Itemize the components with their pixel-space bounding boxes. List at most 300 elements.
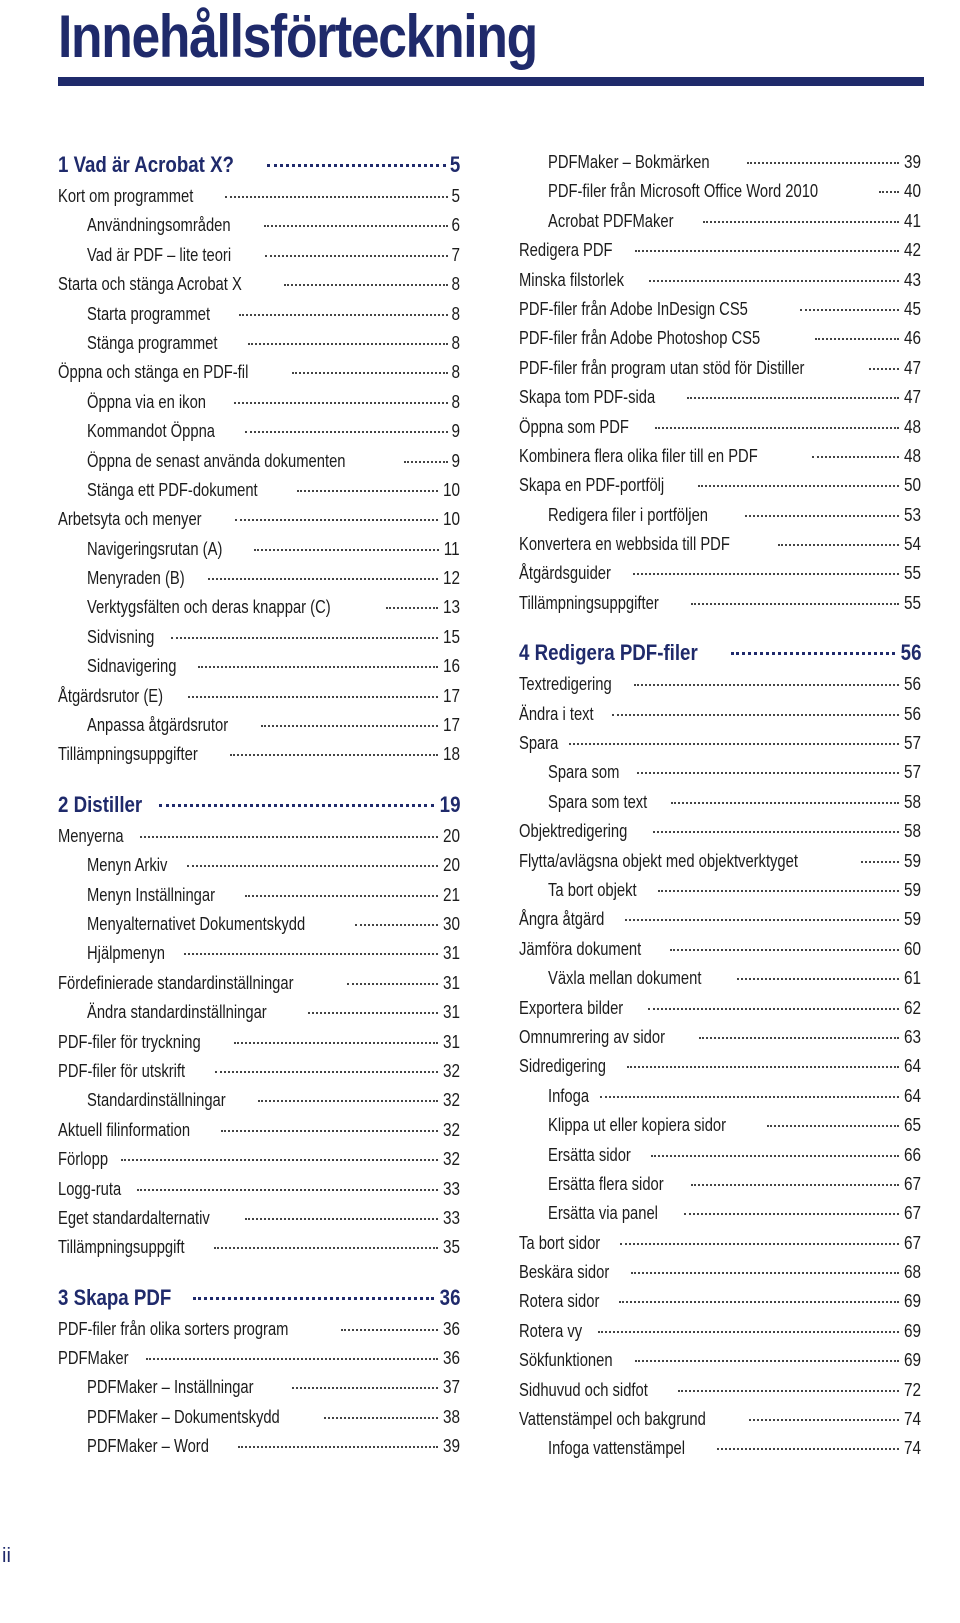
toc-entry[interactable] — [519, 700, 921, 729]
toc-entry[interactable] — [519, 1023, 921, 1052]
toc-entry[interactable] — [519, 1405, 921, 1434]
toc-page-number: 10 — [442, 479, 460, 500]
dot-leader — [230, 754, 438, 756]
toc-label: Verktygsfälten och deras knappar (C) — [87, 597, 331, 618]
toc-entry[interactable] — [58, 1145, 460, 1174]
toc-page-number: 43 — [903, 269, 921, 290]
toc-label: 3 Skapa PDF — [58, 1284, 172, 1310]
dot-leader — [292, 1387, 438, 1389]
dot-leader — [699, 1037, 899, 1039]
toc-label: Stänga ett PDF-dokument — [87, 479, 258, 500]
toc-subentry[interactable] — [519, 177, 921, 206]
toc-chapter[interactable] — [519, 636, 921, 670]
toc-page-number: 67 — [903, 1232, 921, 1253]
toc-label: Menyraden (B) — [87, 568, 185, 589]
toc-entry[interactable] — [58, 740, 460, 769]
toc-page-number: 40 — [903, 181, 921, 202]
dot-leader — [184, 953, 438, 955]
dot-leader — [225, 196, 448, 198]
toc-label: Ändra standardinställningar — [87, 1002, 267, 1023]
toc-label: Textredigering — [519, 674, 612, 695]
toc-page-number: 20 — [442, 825, 460, 846]
section-gap — [519, 618, 921, 636]
dot-leader — [635, 250, 899, 252]
toc-label: Kombinera flera olika filer till en PDF — [519, 445, 758, 466]
toc-page-number: 58 — [903, 821, 921, 842]
toc-label: Vattenstämpel och bakgrund — [519, 1409, 706, 1430]
toc-subentry[interactable] — [519, 501, 921, 530]
toc-entry[interactable] — [58, 1204, 460, 1233]
dot-leader — [140, 836, 438, 838]
dot-leader — [634, 684, 899, 686]
section-gap — [58, 770, 460, 788]
toc-label: Redigera filer i portföljen — [548, 504, 708, 525]
dot-leader — [631, 1272, 899, 1274]
dot-leader — [215, 1071, 438, 1073]
toc-page-number: 72 — [903, 1379, 921, 1400]
dot-leader — [245, 1218, 438, 1220]
toc-entry[interactable] — [58, 1344, 460, 1373]
toc-entry[interactable] — [58, 505, 460, 534]
toc-label: Ersätta flera sidor — [548, 1173, 664, 1194]
toc-label: 1 Vad är Acrobat X? — [58, 152, 234, 177]
toc-page-number: 57 — [903, 762, 921, 783]
toc-page-number: 31 — [442, 1031, 460, 1052]
toc-entry[interactable] — [519, 413, 921, 442]
toc-entry[interactable] — [519, 670, 921, 699]
toc-entry[interactable] — [519, 324, 921, 353]
toc-label: Rotera sidor — [519, 1291, 600, 1312]
dot-leader — [208, 578, 438, 580]
toc-page-number: 17 — [442, 685, 460, 706]
dot-leader — [234, 402, 448, 404]
toc-page-number: 67 — [903, 1203, 921, 1224]
toc-label: Beskära sidor — [519, 1262, 610, 1283]
toc-label: PDFMaker – Inställningar — [87, 1377, 254, 1398]
toc-label: Starta programmet — [87, 303, 211, 324]
toc-page-number: 56 — [900, 640, 921, 666]
toc-label: Omnumrering av sidor — [519, 1026, 666, 1047]
toc-page-number: 32 — [442, 1060, 460, 1081]
toc-label: Ta bort objekt — [548, 879, 637, 900]
dot-leader — [815, 338, 899, 340]
dot-leader — [235, 519, 438, 521]
toc-label: Spara — [519, 733, 559, 754]
toc-label: Acrobat PDFMaker — [548, 210, 674, 231]
dot-leader — [655, 427, 899, 429]
toc-subentry[interactable] — [58, 1403, 460, 1432]
dot-leader — [651, 1155, 899, 1157]
toc-label: PDF-filer från program utan stöd för Distiller — [519, 357, 805, 378]
toc-label: Flytta/avlägsna objekt med objektverktyget — [519, 850, 798, 871]
toc-subentry[interactable] — [58, 652, 460, 681]
toc-entry[interactable] — [58, 822, 460, 851]
dot-leader — [658, 890, 899, 892]
toc-label: PDF-filer från Microsoft Office Word 2010 — [548, 181, 819, 202]
toc-page-number: 45 — [903, 298, 921, 319]
toc-page-number: 74 — [903, 1438, 921, 1459]
toc-page-number: 48 — [903, 416, 921, 437]
toc-page-number: 53 — [903, 504, 921, 525]
toc-subentry[interactable] — [58, 1432, 460, 1461]
dot-leader — [767, 1125, 899, 1127]
dot-leader — [245, 431, 448, 433]
toc-page-number: 54 — [903, 534, 921, 555]
toc-subentry[interactable] — [519, 1111, 921, 1140]
toc-page-number: 59 — [903, 909, 921, 930]
toc-subentry[interactable] — [519, 1434, 921, 1463]
toc-label: Logg-ruta — [58, 1178, 122, 1199]
dot-leader — [691, 1184, 899, 1186]
toc-label: Tillämpningsuppgift — [58, 1237, 185, 1258]
toc-subentry[interactable] — [58, 300, 460, 329]
dot-leader — [633, 573, 899, 575]
toc-page-number: 8 — [451, 303, 460, 324]
dot-leader — [861, 861, 899, 863]
toc-subentry[interactable] — [58, 881, 460, 910]
toc-subentry[interactable] — [519, 1082, 921, 1111]
toc-page-number: 36 — [439, 1284, 460, 1310]
toc-page-number: 31 — [442, 972, 460, 993]
toc-label: Tillämpningsuppgifter — [519, 592, 659, 613]
toc-label: PDF-filer för utskrift — [58, 1060, 186, 1081]
toc-subentry[interactable] — [519, 876, 921, 905]
title-rule — [58, 77, 924, 86]
toc-subentry[interactable] — [58, 998, 460, 1027]
toc-entry[interactable] — [519, 295, 921, 324]
toc-label: Klippa ut eller kopiera sidor — [548, 1115, 727, 1136]
toc-entry[interactable] — [519, 589, 921, 618]
toc-page-number: 35 — [442, 1237, 460, 1258]
toc-label: Öppna via en ikon — [87, 391, 206, 412]
toc-page-number: 10 — [442, 509, 460, 530]
toc-entry[interactable] — [519, 1376, 921, 1405]
dot-leader — [265, 255, 448, 257]
dot-leader — [698, 485, 899, 487]
toc-label: PDFMaker – Dokumentskydd — [87, 1406, 280, 1427]
toc-page-number: 15 — [442, 626, 460, 647]
page-number: ii — [2, 1545, 11, 1567]
toc-subentry[interactable] — [58, 851, 460, 880]
toc-subentry[interactable] — [519, 148, 921, 177]
dot-leader — [671, 802, 899, 804]
toc-page-number: 7 — [451, 244, 460, 265]
toc-label: PDF-filer från Adobe InDesign CS5 — [519, 298, 748, 319]
dot-leader — [649, 280, 899, 282]
toc-page-number: 59 — [903, 879, 921, 900]
dot-leader — [214, 1247, 438, 1249]
toc-entry[interactable] — [58, 1116, 460, 1145]
toc-page-number: 69 — [903, 1291, 921, 1312]
toc-label: Stänga programmet — [87, 332, 218, 353]
toc-page-number: 48 — [903, 445, 921, 466]
toc-subentry[interactable] — [519, 1199, 921, 1228]
toc-page-number: 6 — [451, 215, 460, 236]
toc-page-number: 32 — [442, 1090, 460, 1111]
toc-entry[interactable] — [519, 530, 921, 559]
dot-leader — [187, 865, 438, 867]
toc-subentry[interactable] — [58, 417, 460, 446]
toc-page-number: 67 — [903, 1173, 921, 1194]
toc-page-number: 55 — [903, 563, 921, 584]
toc-page-number: 8 — [451, 274, 460, 295]
dot-leader — [297, 490, 438, 492]
toc-page-number: 19 — [439, 791, 460, 817]
toc-entry[interactable] — [519, 236, 921, 265]
toc-label: Åtgärdsguider — [519, 563, 611, 584]
toc-entry[interactable] — [519, 1258, 921, 1287]
toc-subentry[interactable] — [58, 564, 460, 593]
dot-leader — [612, 714, 899, 716]
dot-leader — [248, 343, 448, 345]
toc-entry[interactable] — [519, 994, 921, 1023]
toc-label: Jämföra dokument — [519, 938, 642, 959]
dot-leader — [193, 1297, 433, 1300]
toc-page-number: 69 — [903, 1320, 921, 1341]
toc-label: Växla mellan dokument — [548, 968, 702, 989]
toc-label: Aktuell filinformation — [58, 1119, 191, 1140]
dot-leader — [569, 743, 899, 745]
toc-page-number: 8 — [451, 391, 460, 412]
toc-entry[interactable] — [519, 817, 921, 846]
toc-page-number: 59 — [903, 850, 921, 871]
dot-leader — [146, 1358, 438, 1360]
toc-label: Ändra i text — [519, 703, 594, 724]
toc-label: Arbetsyta och menyer — [58, 509, 202, 530]
toc-label: PDF-filer från olika sorters program — [58, 1318, 289, 1339]
toc-page-number: 16 — [442, 656, 460, 677]
dot-leader — [341, 1329, 438, 1331]
toc-entry[interactable] — [519, 935, 921, 964]
toc-entry[interactable] — [519, 559, 921, 588]
dot-leader — [198, 666, 438, 668]
toc-page-number: 37 — [442, 1377, 460, 1398]
toc-subentry[interactable] — [58, 711, 460, 740]
toc-label: Sidhuvud och sidfot — [519, 1379, 648, 1400]
toc-entry[interactable] — [519, 905, 921, 934]
dot-leader — [292, 372, 448, 374]
dot-leader — [678, 1390, 899, 1392]
dot-leader — [245, 895, 438, 897]
toc-label: Spara som — [548, 762, 620, 783]
toc-subentry[interactable] — [58, 1086, 460, 1115]
toc-page-number: 39 — [903, 152, 921, 172]
toc-entry[interactable] — [58, 1233, 460, 1262]
toc-subentry[interactable] — [58, 241, 460, 270]
toc-page-number: 5 — [451, 186, 460, 206]
toc-label: Ersätta via panel — [548, 1203, 658, 1224]
toc-label: PDFMaker — [58, 1348, 129, 1369]
toc-chapter[interactable] — [58, 148, 460, 182]
toc-page-number: 8 — [451, 332, 460, 353]
toc-label: PDF-filer från Adobe Photoshop CS5 — [519, 328, 761, 349]
toc-page-number: 20 — [442, 855, 460, 876]
toc-entry[interactable] — [519, 266, 921, 295]
toc-entry[interactable] — [58, 1028, 460, 1057]
dot-leader — [308, 1012, 438, 1014]
dot-leader — [625, 919, 899, 921]
toc-entry[interactable] — [519, 1052, 921, 1081]
toc-label: Ångra åtgärd — [519, 909, 605, 930]
toc-chapter[interactable] — [58, 788, 460, 822]
toc-subentry[interactable] — [519, 964, 921, 993]
toc-entry[interactable] — [58, 969, 460, 998]
dot-leader — [284, 284, 448, 286]
dot-leader — [404, 461, 448, 463]
toc-page-number: 64 — [903, 1056, 921, 1077]
toc-page-number: 66 — [903, 1144, 921, 1165]
toc-subentry[interactable] — [58, 1373, 460, 1402]
toc-subentry[interactable] — [58, 211, 460, 240]
toc-subentry[interactable] — [58, 535, 460, 564]
toc-page-number: 32 — [442, 1119, 460, 1140]
dot-leader — [171, 637, 438, 639]
toc-page-number: 11 — [444, 538, 460, 559]
toc-label: Infoga — [548, 1085, 590, 1106]
toc-page-number: 8 — [451, 362, 460, 383]
toc-entry[interactable] — [58, 1175, 460, 1204]
toc-page-number: 31 — [442, 943, 460, 964]
dot-leader — [731, 652, 894, 655]
toc-label: Skapa en PDF-portfölj — [519, 475, 665, 496]
toc-page-number: 32 — [442, 1149, 460, 1170]
toc-page-number: 33 — [442, 1178, 460, 1199]
toc-subentry[interactable] — [58, 623, 460, 652]
toc-entry[interactable] — [58, 358, 460, 387]
toc-page-number: 42 — [903, 240, 921, 261]
toc-label: Öppna som PDF — [519, 416, 629, 437]
toc-entry[interactable] — [58, 682, 460, 711]
toc-label: Skapa tom PDF-sida — [519, 387, 656, 408]
toc-subentry[interactable] — [519, 1170, 921, 1199]
toc-label: PDFMaker – Word — [87, 1436, 209, 1457]
dot-leader — [637, 772, 899, 774]
dot-leader — [800, 309, 899, 311]
toc-page-number: 69 — [903, 1350, 921, 1371]
toc-label: Öppna och stänga en PDF-fil — [58, 362, 249, 383]
dot-leader — [221, 1130, 438, 1132]
toc-entry[interactable] — [519, 1346, 921, 1375]
page-title: Innehållsförteckning — [58, 3, 537, 70]
toc-entry[interactable] — [519, 354, 921, 383]
toc-page-number: 62 — [903, 997, 921, 1018]
toc-label: Kort om programmet — [58, 186, 194, 206]
toc-page-number: 60 — [903, 938, 921, 959]
toc-page-number: 56 — [903, 703, 921, 724]
toc-label: Navigeringsrutan (A) — [87, 538, 223, 559]
toc-subentry[interactable] — [58, 329, 460, 358]
toc-subentry[interactable] — [58, 910, 460, 939]
toc-page-number: 57 — [903, 733, 921, 754]
toc-subentry[interactable] — [58, 476, 460, 505]
dot-leader — [188, 696, 438, 698]
dot-leader — [355, 924, 438, 926]
toc-page-number: 17 — [442, 715, 460, 736]
dot-leader — [778, 544, 899, 546]
toc-page-number: 33 — [442, 1207, 460, 1228]
toc-chapter[interactable] — [58, 1281, 460, 1315]
toc-page-number: 21 — [442, 884, 460, 905]
toc-label: Sidnavigering — [87, 656, 177, 677]
toc-entry[interactable] — [58, 1315, 460, 1344]
dot-leader — [267, 164, 446, 167]
toc-subentry[interactable] — [58, 593, 460, 622]
toc-label: Sökfunktionen — [519, 1350, 613, 1371]
toc-page-number: 61 — [903, 968, 921, 989]
toc-label: Infoga vattenstämpel — [548, 1438, 686, 1459]
dot-leader — [619, 1301, 899, 1303]
toc-label: 4 Redigera PDF-filer — [519, 640, 698, 666]
toc-entry[interactable] — [519, 442, 921, 471]
toc-entry[interactable] — [58, 1057, 460, 1086]
toc-page-number: 47 — [903, 387, 921, 408]
toc-entry[interactable] — [519, 847, 921, 876]
dot-leader — [620, 1243, 899, 1245]
toc-page-number: 38 — [442, 1406, 460, 1427]
dot-leader — [386, 607, 438, 609]
dot-leader — [812, 456, 899, 458]
dot-leader — [258, 1100, 438, 1102]
toc-entry[interactable] — [58, 270, 460, 299]
dot-leader — [648, 1008, 899, 1010]
dot-leader — [121, 1159, 438, 1161]
toc-subentry[interactable] — [58, 447, 460, 476]
toc-entry[interactable] — [519, 383, 921, 412]
toc-label: Minska filstorlek — [519, 269, 624, 290]
toc-entry[interactable] — [519, 729, 921, 758]
toc-entry[interactable] — [519, 1287, 921, 1316]
toc-entry[interactable] — [519, 1229, 921, 1258]
toc-entry[interactable] — [519, 1317, 921, 1346]
toc-subentry[interactable] — [519, 207, 921, 236]
toc-subentry[interactable] — [519, 1141, 921, 1170]
toc-entry[interactable] — [519, 471, 921, 500]
toc-entry[interactable] — [58, 182, 460, 211]
dot-leader — [137, 1189, 438, 1191]
toc-label: 2 Distiller — [58, 791, 143, 817]
toc-label: Konvertera en webbsida till PDF — [519, 534, 730, 555]
toc-label: Ta bort sidor — [519, 1232, 601, 1253]
toc-page-number: 68 — [903, 1262, 921, 1283]
dot-leader — [747, 162, 899, 164]
dot-leader — [254, 549, 439, 551]
toc-label: Förlopp — [58, 1149, 109, 1170]
dot-leader — [261, 725, 438, 727]
dot-leader — [670, 949, 899, 951]
toc-page-number: 5 — [449, 152, 460, 177]
toc-label: Eget standardalternativ — [58, 1207, 210, 1228]
toc-page-number: 74 — [903, 1409, 921, 1430]
toc-page-number: 9 — [451, 421, 460, 442]
dot-leader — [717, 1448, 899, 1450]
dot-leader — [691, 603, 899, 605]
toc-label: Sidvisning — [87, 626, 155, 647]
dot-leader — [869, 368, 899, 370]
dot-leader — [239, 314, 448, 316]
toc-subentry[interactable] — [58, 939, 460, 968]
toc-subentry[interactable] — [519, 788, 921, 817]
toc-page-number: 56 — [903, 674, 921, 695]
toc-label: Menyerna — [58, 825, 124, 846]
toc-subentry[interactable] — [519, 758, 921, 787]
dot-leader — [635, 1360, 899, 1362]
toc-label: Menyn Arkiv — [87, 855, 168, 876]
toc-label: Menyn Inställningar — [87, 884, 215, 905]
toc-subentry[interactable] — [58, 388, 460, 417]
toc-label: Öppna de senast använda dokumenten — [87, 450, 346, 471]
toc-page-number: 47 — [903, 357, 921, 378]
dot-leader — [737, 978, 899, 980]
